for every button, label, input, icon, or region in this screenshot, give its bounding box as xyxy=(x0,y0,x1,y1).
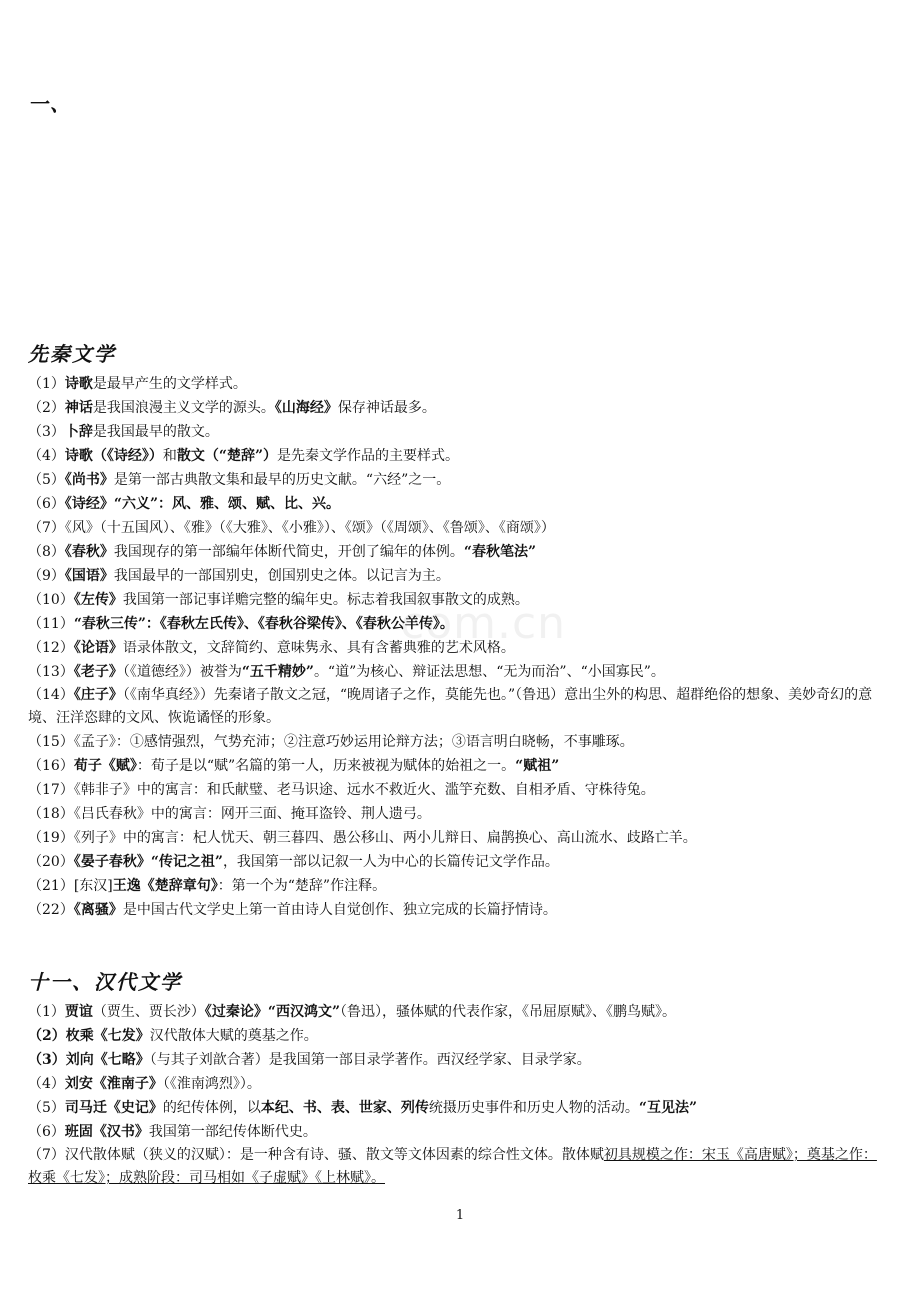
list-item-text: （5） xyxy=(28,1100,65,1116)
list-item-text: （贾生、贾长沙） xyxy=(92,1004,205,1020)
section-title-han: 十一、汉代文学 xyxy=(28,970,182,994)
list-item-text: 王逸《楚辞章句》 xyxy=(112,878,218,894)
list-item xyxy=(28,1096,888,1120)
list-item-text: 初具规模之作：宋玉《高唐赋》；奠基之作：枚乘《七发》；成熟阶段：司马相如《子虚赋》《上林赋》。 xyxy=(28,1147,877,1186)
list-item-text: （17）《韩非子》中的寓言：和氏献璧、老马识途、远水不救近火、滥竽充数、自相矛盾、守株待兔。 xyxy=(28,782,655,798)
list-item-text: （鲁迅），骚体赋的代表作家，《吊屈原赋》、《鹏鸟赋》。 xyxy=(340,1004,677,1020)
list-item-text: 是第一部古典散文集和最早的历史文献。“六经”之一。 xyxy=(113,472,451,488)
page-number: 1 xyxy=(455,1208,465,1223)
list-item-text: （12） xyxy=(28,640,74,656)
list-item-text: 是先秦文学作品的主要样式。 xyxy=(277,448,460,464)
list-item-text: 本纪、书、表、世家、列传 xyxy=(260,1100,429,1116)
list-item-text: （20） xyxy=(28,854,74,870)
list-item-text: （11） xyxy=(28,616,74,632)
list-item-text: 《春秋》 xyxy=(64,544,114,560)
list-item-text: 我国第一部纪传体断代史。 xyxy=(148,1124,317,1140)
list-item-text: “互见法” xyxy=(638,1100,698,1116)
list-item-text: （6） xyxy=(28,496,65,512)
list-item-text: ：荀子是以“赋”名篇的第一人，历来被视为赋体的始祖之一。 xyxy=(136,758,516,774)
list-item-text: （10） xyxy=(28,592,74,608)
list-item xyxy=(28,372,888,396)
list-item xyxy=(28,1072,888,1096)
list-item-text: 神话 xyxy=(64,400,93,416)
list-item-text: 是中国古代文学史上第一首由诗人自觉创作、独立完成的长篇抒情诗。 xyxy=(122,902,557,918)
list-item xyxy=(28,850,888,874)
list-item-text: 荀子《赋》 xyxy=(73,758,137,774)
list-item-text: 是我国浪漫主义文学的源头。 xyxy=(92,400,275,416)
list-item-text: “春秋三传”：《春秋左氏传》、《春秋谷梁传》、《春秋公羊传》。 xyxy=(73,616,454,632)
list-item-text: （《淮南鸿烈》）。 xyxy=(162,1076,261,1092)
list-item-text: （5） xyxy=(28,472,65,488)
list-item xyxy=(28,826,888,850)
list-item-text: 《过秦论》“西汉鸿文” xyxy=(204,1004,341,1020)
list-item-text: （3） xyxy=(28,424,65,440)
list-item xyxy=(28,468,888,492)
list-item-text: 语录体散文，文辞简约、意味隽永、具有含蓄典雅的艺术风格。 xyxy=(122,640,515,656)
list-item-text: 的纪传体例，以 xyxy=(162,1100,261,1116)
list-item-text: 卜辞 xyxy=(64,424,93,440)
list-item-text: “赋祖” xyxy=(515,758,560,774)
list-item xyxy=(28,660,888,684)
list-item-text: 《庄子》 xyxy=(73,687,123,703)
list-item-text: 《左传》 xyxy=(73,592,123,608)
list-item-text: （14） xyxy=(28,687,74,703)
list-item-text: 《国语》 xyxy=(64,568,114,584)
list-item xyxy=(28,564,888,588)
list-item xyxy=(28,1024,888,1048)
list-item-text: 我国现存的第一部编年体断代简史，开创了编年的体例。 xyxy=(113,544,464,560)
list-item-text: （21）[东汉] xyxy=(28,878,113,894)
han-list xyxy=(28,1000,888,1190)
list-item xyxy=(28,1000,888,1024)
section-title-pre-qin: 先秦文学 xyxy=(28,342,116,366)
list-item-text: 贾谊 xyxy=(64,1004,93,1020)
list-item xyxy=(28,516,888,540)
list-item-text: （7）《风》（十五国风）、《雅》（《大雅》、《小雅》）、《颂》（《周颂》、《鲁颂》、《商颂》） xyxy=(28,520,555,536)
list-item xyxy=(28,754,888,778)
list-item-text: （8） xyxy=(28,544,65,560)
list-item-text: （《南华真经》）先秦诸子散文之冠，“晚周诸子之作，莫能先也。”（鲁迅）意出尘外的构思、超群绝俗的想象、美妙奇幻的意境、汪洋恣肆的文风、恢诡谲怪的形象。 xyxy=(28,687,873,726)
heading-top: 一、 xyxy=(28,92,72,116)
list-item xyxy=(28,874,888,898)
list-item-text: 。“道”为核心、辩证法思想、“无为而治”、“小国寡民”。 xyxy=(313,664,665,680)
list-item-text: （1） xyxy=(28,376,65,392)
list-item-text: （15）《孟子》：①感情强烈，气势充沛；②注意巧妙运用论辩方法；③语言明白晓畅，不事雕琢。 xyxy=(28,734,634,750)
list-item xyxy=(28,420,888,444)
list-item-text: （《道德经》）被誉为 xyxy=(122,664,242,680)
list-item-text: 司马迁《史记》 xyxy=(64,1100,163,1116)
list-item-text: （1） xyxy=(28,1004,65,1020)
list-item xyxy=(28,1048,888,1072)
list-item xyxy=(28,898,888,922)
list-item-text: （9） xyxy=(28,568,65,584)
list-item xyxy=(28,540,888,564)
list-item-text: （3）刘向《七略》 xyxy=(28,1052,150,1068)
list-item-text: （4） xyxy=(28,448,65,464)
list-item-text: 《尚书》 xyxy=(64,472,114,488)
list-item-text: （16） xyxy=(28,758,74,774)
list-item-text: 和 xyxy=(162,448,177,464)
list-item-text: （与其子刘歆合著）是我国第一部目录学著作。西汉经学家、目录学家。 xyxy=(149,1052,591,1068)
list-item-text: 班固《汉书》 xyxy=(64,1124,149,1140)
list-item-text: （7）汉代散体赋（狭义的汉赋）：是一种含有诗、骚、散文等文体因素的综合性文体。散体赋 xyxy=(28,1147,604,1163)
list-item-text: “春秋笔法” xyxy=(463,544,537,560)
list-item xyxy=(28,778,888,802)
list-item-text: 我国第一部记事详赡完整的编年史。标志着我国叙事散文的成熟。 xyxy=(122,592,529,608)
list-item-text: （13） xyxy=(28,664,74,680)
list-item xyxy=(28,492,888,516)
list-item xyxy=(28,396,888,420)
list-item xyxy=(28,1120,888,1144)
list-item xyxy=(28,730,888,754)
list-item-text: （22） xyxy=(28,902,74,918)
list-item-text: 汉代散体大赋的奠基之作。 xyxy=(149,1028,318,1044)
list-item-text: “五千精妙” xyxy=(241,664,314,680)
list-item-text: 《论语》 xyxy=(73,640,123,656)
list-item-text: 《离骚》 xyxy=(73,902,123,918)
list-item-text: 统摄历史事件和历史人物的活动。 xyxy=(428,1100,639,1116)
watermark: com.cn xyxy=(400,598,567,649)
list-item-text: 诗歌（《诗经》） xyxy=(64,448,163,464)
list-item-text: （19）《列子》中的寓言：杞人忧天、朝三暮四、愚公移山、两小儿辩日、扁鹊换心、高山流水、歧路亡羊。 xyxy=(28,830,697,846)
list-item-text: 散文（“楚辞”） xyxy=(176,448,278,464)
list-item-text: （4） xyxy=(28,1076,65,1092)
list-item-text: ，我国第一部以记叙一人为中心的长篇传记文学作品。 xyxy=(222,854,559,870)
list-item-text: 《诗经》“六义”：风、雅、颂、赋、比、兴。 xyxy=(64,496,341,512)
list-item-text: 《山海经》 xyxy=(274,400,338,416)
list-item xyxy=(28,684,888,730)
list-item-text: 是最早产生的文学样式。 xyxy=(92,376,247,392)
list-item xyxy=(28,1144,888,1190)
list-item xyxy=(28,802,888,826)
list-item xyxy=(28,444,888,468)
list-item-text: （18）《吕氏春秋》中的寓言：网开三面、掩耳盗铃、荆人遗弓。 xyxy=(28,806,431,822)
list-item-text: 我国最早的一部国别史，创国别史之体。以记言为主。 xyxy=(113,568,450,584)
list-item-text: 诗歌 xyxy=(64,376,93,392)
list-item-text: 《老子》 xyxy=(73,664,123,680)
list-item-text: （2） xyxy=(28,400,65,416)
list-item-text: （6） xyxy=(28,1124,65,1140)
list-item-text: （2）枚乘《七发》 xyxy=(28,1028,150,1044)
list-item-text: 保存神话最多。 xyxy=(337,400,436,416)
list-item-text: ：第一个为“楚辞”作注释。 xyxy=(217,878,387,894)
list-item-text: 《晏子春秋》“传记之祖” xyxy=(73,854,223,870)
list-item-text: 刘安《淮南子》 xyxy=(64,1076,163,1092)
list-item-text: 是我国最早的散文。 xyxy=(92,424,219,440)
